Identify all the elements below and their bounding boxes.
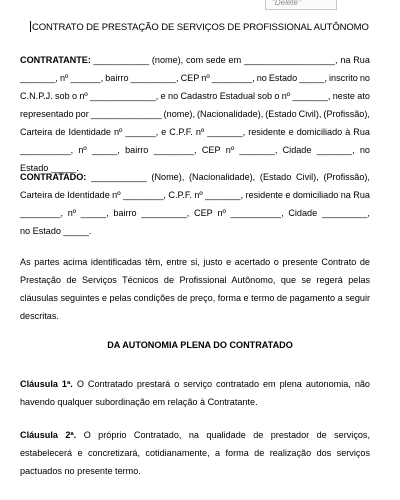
contratante-word: ______________ bbox=[90, 109, 162, 119]
contratante-word: neste bbox=[332, 91, 355, 101]
contratante-word: CEP bbox=[201, 145, 221, 155]
contratante-word: ______, bbox=[125, 127, 159, 137]
contratado-word: nº bbox=[112, 190, 121, 200]
contratado-line bbox=[20, 204, 370, 222]
contratante-word: CEP bbox=[180, 73, 200, 83]
contratante-word: e bbox=[161, 127, 167, 137]
contratado-label: CONTRATADO: bbox=[20, 172, 87, 182]
contratado-word: (Nome), bbox=[151, 172, 185, 182]
contratante-word: o bbox=[274, 91, 280, 101]
contratado-word: domiciliado bbox=[292, 190, 339, 200]
contratante-word: Carteira bbox=[20, 127, 53, 137]
contratante-word: ato bbox=[357, 91, 370, 101]
contratante-word: Estado _____. bbox=[20, 163, 79, 173]
contratante-word: _____, bbox=[92, 145, 120, 155]
contratante-word: nº bbox=[78, 145, 87, 155]
contratante-word: domiciliado bbox=[296, 127, 343, 137]
contratante-word: sede bbox=[205, 55, 226, 65]
contratante-word: _______, bbox=[20, 73, 58, 83]
contratante-word: CONTRATANTE: ___________ bbox=[20, 55, 150, 65]
section-heading: DA AUTONOMIA PLENA DO CONTRATADO bbox=[107, 340, 293, 350]
contratante-word: na bbox=[340, 55, 351, 65]
contratante-word: (Nacionalidade), bbox=[197, 109, 264, 119]
contratado-word: nº bbox=[217, 208, 226, 218]
contratado-word: ___________ bbox=[91, 172, 147, 182]
contratado-word: _____, bbox=[80, 208, 109, 218]
contratante-word: o bbox=[71, 91, 78, 101]
contratado-word: C.P.F. bbox=[168, 190, 192, 200]
contratado-word: no Estado _____. bbox=[20, 226, 92, 236]
contratado-lines bbox=[20, 168, 370, 240]
contratante-word: nº bbox=[79, 91, 88, 101]
contratado-word: Rua bbox=[353, 190, 370, 200]
contratante-label: CONTRATANTE: bbox=[20, 55, 91, 65]
contratante-word: _____________, bbox=[90, 91, 159, 101]
text-cursor bbox=[30, 21, 31, 32]
contratante-word: em bbox=[228, 55, 242, 65]
contratante-word: no bbox=[256, 73, 267, 83]
contratante-word: nº bbox=[59, 73, 69, 83]
document-title bbox=[30, 21, 369, 33]
contratante-word: no bbox=[359, 145, 370, 155]
contratante-word: C.N.P.J. bbox=[20, 91, 53, 101]
contratante-word: Estado bbox=[268, 73, 298, 83]
contratante-word: _____, bbox=[299, 73, 328, 83]
contratante-word: ______, bbox=[70, 73, 104, 83]
clause-2-text: O próprio Contratado, na qualidade de prestador de serviços, estabelecerá e concretizará, cotidianamente, a forma de realização dos serviços pactuados no presente termo. bbox=[20, 430, 370, 476]
contratado-word: _________, bbox=[141, 208, 190, 218]
contratante-word: sob bbox=[55, 91, 70, 101]
contratante-word: no bbox=[359, 73, 370, 83]
contratado-word: e bbox=[285, 190, 291, 200]
contratado-word: __________, bbox=[230, 208, 284, 218]
contratante-block bbox=[20, 51, 370, 177]
document-title-text: CONTRATO DE PRESTAÇÃO DE SERVIÇOS DE PROFISSIONAL AUTÔNOMO bbox=[32, 22, 369, 33]
contratante-word: (Estado bbox=[265, 109, 297, 119]
contratante-word: Rua bbox=[353, 55, 370, 65]
contratante-word: _______, bbox=[292, 91, 331, 101]
contratado-word: Carteira bbox=[20, 190, 53, 200]
contratado-word: na bbox=[340, 190, 351, 200]
contratante-word: inscrito bbox=[329, 73, 358, 83]
contratante-line bbox=[20, 87, 370, 105]
contratante-word: bairro bbox=[125, 145, 149, 155]
contratante-word: Estadual bbox=[219, 91, 256, 101]
clause-1-label: Cláusula 1ª. bbox=[20, 379, 73, 389]
contratante-word: Rua bbox=[353, 127, 370, 137]
contratante-word: (Profissão), bbox=[323, 109, 370, 119]
contratante-line bbox=[20, 69, 370, 87]
contratado-word: ________, bbox=[20, 208, 63, 218]
clause-1-text: O Contratado prestará o serviço contratado em plena autonomia, não havendo qualquer subordinação em relação à Contratante. bbox=[20, 379, 370, 407]
contratante-word: nº bbox=[225, 145, 235, 155]
contratante-word: à bbox=[345, 127, 351, 137]
contratado-word: _______, bbox=[205, 190, 244, 200]
contratado-block bbox=[20, 168, 370, 240]
contratante-word: representado bbox=[20, 109, 74, 119]
contratante-line bbox=[20, 141, 370, 159]
contratante-word: Civil), bbox=[298, 109, 322, 119]
contratante-word: bairro bbox=[105, 73, 129, 83]
clause-2-label: Cláusula 2ª. bbox=[20, 430, 77, 440]
contratante-line bbox=[20, 51, 370, 69]
contratado-word: nº bbox=[194, 190, 203, 200]
contratante-word: residente bbox=[248, 127, 286, 137]
contratante-word: _______, bbox=[239, 145, 278, 155]
contratado-word: _________, bbox=[321, 208, 370, 218]
contratado-word: (Profissão), bbox=[323, 172, 370, 182]
contratante-line bbox=[20, 123, 370, 141]
contratante-word: Cidade bbox=[282, 145, 312, 155]
contratado-word: CEP bbox=[194, 208, 213, 218]
delete-button[interactable]: "Delete" bbox=[265, 0, 337, 10]
clause-2 bbox=[20, 426, 370, 480]
contratante-word: por bbox=[75, 109, 89, 119]
contratante-word: com bbox=[186, 55, 204, 65]
contratante-word: __________, bbox=[20, 145, 74, 155]
contratante-word: de bbox=[55, 127, 66, 137]
contratante-word: _______, bbox=[316, 145, 355, 155]
contratante-lines bbox=[20, 51, 370, 177]
contratante-word: sob bbox=[257, 91, 273, 101]
contratado-line bbox=[20, 168, 370, 186]
contratante-word: ________, bbox=[211, 73, 255, 83]
contratante-word: _______, bbox=[207, 127, 246, 137]
contratante-word: _________, bbox=[130, 73, 179, 83]
contratante-word: Cadastro bbox=[180, 91, 218, 101]
contratado-word: (Nacionalidade), bbox=[188, 172, 256, 182]
contratante-word: e bbox=[160, 91, 166, 101]
contratado-word: (Estado bbox=[259, 172, 292, 182]
contratado-word: Identidade bbox=[67, 190, 110, 200]
contratante-word: __________________, bbox=[243, 55, 338, 65]
contratado-word: Cidade bbox=[288, 208, 318, 218]
contratado-word: ________, bbox=[122, 190, 166, 200]
contratante-word: nº bbox=[201, 73, 210, 83]
contratante-word: nº bbox=[113, 127, 123, 137]
contratado-line bbox=[20, 222, 370, 240]
contratante-word: (nome), bbox=[163, 109, 195, 119]
intro-paragraph: As partes acima identificadas têm, entre si, justo e acertado o presente Contrato de Prestação de Serviços Técnicos de Profissional Autônomo, que se regerá pelas cláusulas seguintes e pelas condições de preço, forma e termo de pagamento a seguir descritas. bbox=[20, 257, 370, 321]
contratante-word: no bbox=[168, 91, 179, 101]
contratado-word: nº bbox=[67, 208, 77, 218]
contratante-word: nº bbox=[281, 91, 291, 101]
contratante-line bbox=[20, 105, 370, 123]
contratado-word: de bbox=[54, 190, 65, 200]
contratante-word: e bbox=[288, 127, 294, 137]
contratado-word bbox=[20, 168, 86, 186]
contratante-word: C.P.F. bbox=[169, 127, 193, 137]
contratado-line bbox=[20, 186, 370, 204]
contratado-word: Civil), bbox=[295, 172, 319, 182]
contratante-word: ________, bbox=[153, 145, 197, 155]
contratante-word: (nome), bbox=[151, 55, 184, 65]
contratante-word: nº bbox=[195, 127, 205, 137]
contratado-word: residente bbox=[245, 190, 283, 200]
contratante-word: Identidade bbox=[68, 127, 111, 137]
contratado-word: bairro bbox=[113, 208, 137, 218]
clause-1 bbox=[20, 375, 370, 411]
